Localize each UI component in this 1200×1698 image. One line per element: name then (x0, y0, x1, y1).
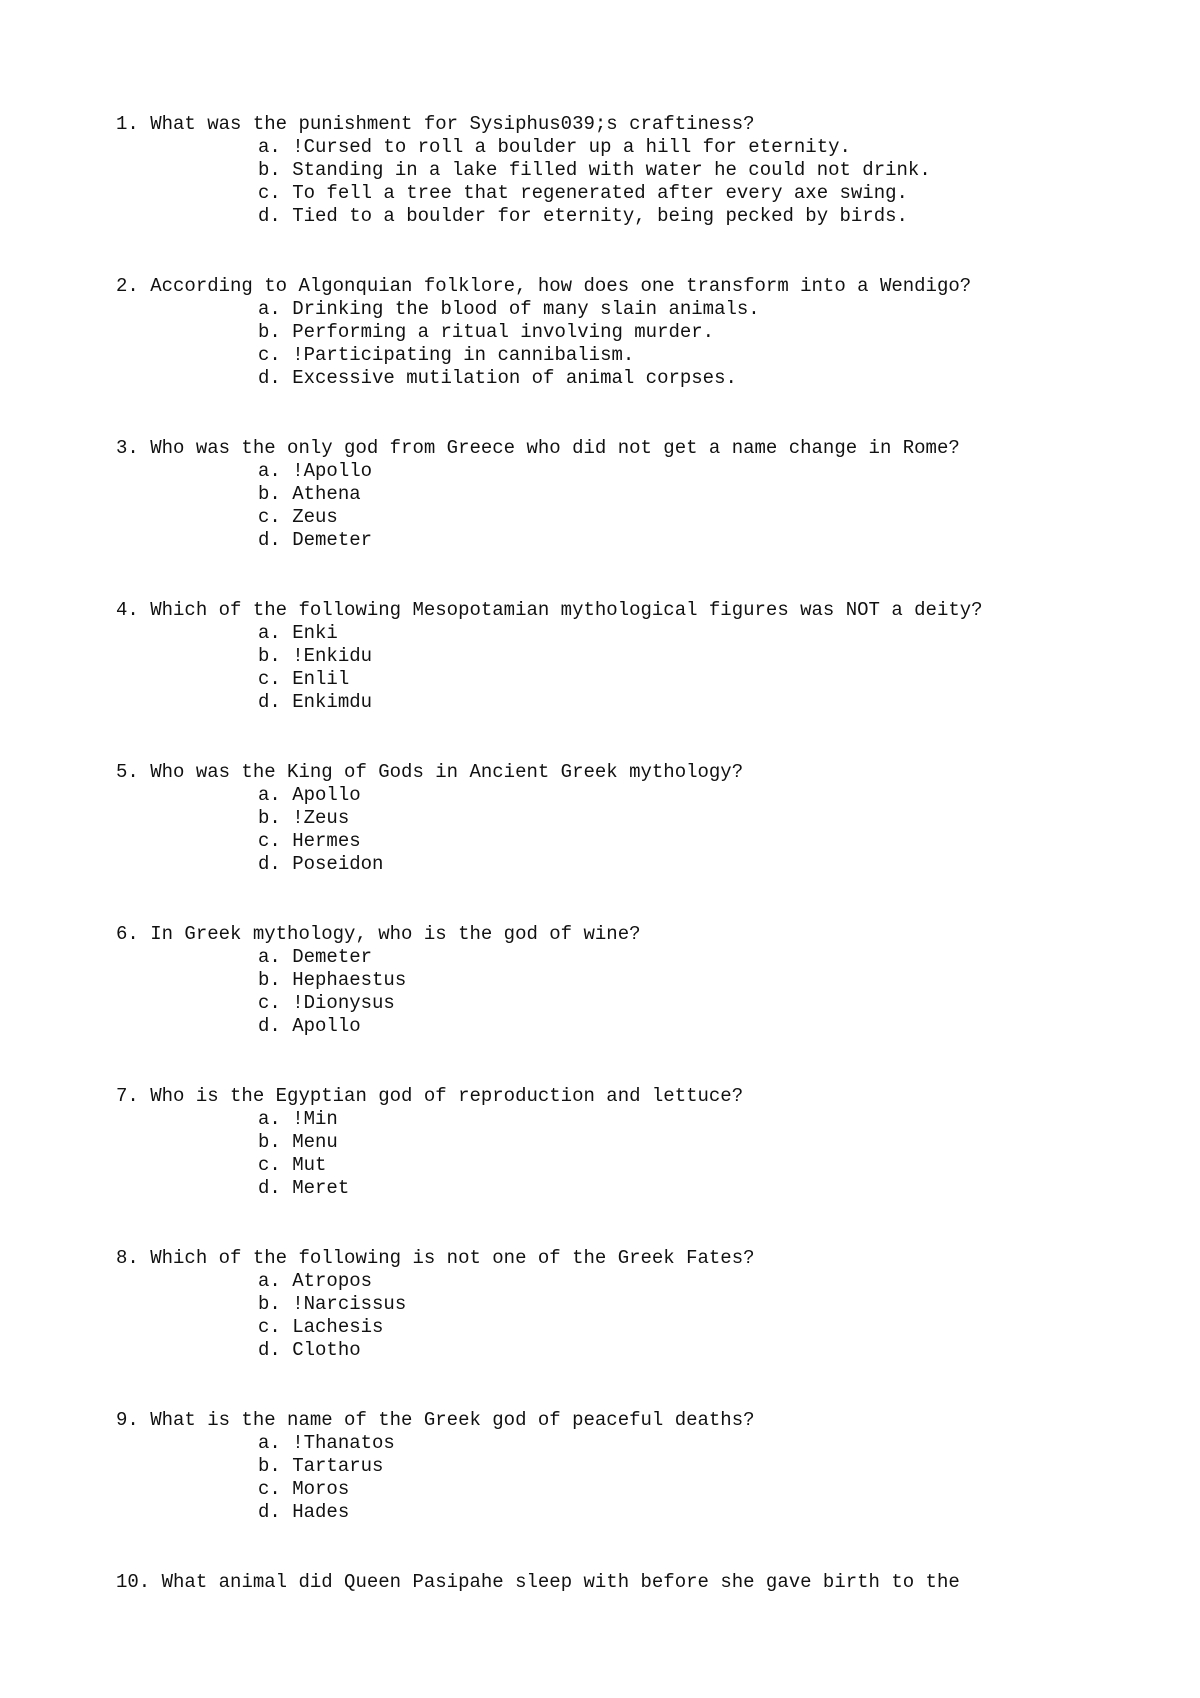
answer-option (258, 853, 1176, 876)
question-text: Which of the following is not one of the Greek Fates? (150, 1246, 755, 1269)
option-letter: d. (258, 367, 281, 390)
option-letter: d. (258, 205, 281, 228)
answer-option (258, 159, 1176, 182)
question-text-line (116, 1409, 1176, 1432)
option-letter: c. (258, 1316, 281, 1339)
answer-option (258, 969, 1176, 992)
option-letter: c. (258, 344, 281, 367)
question-text: According to Algonquian folklore, how does one transform into a Wendigo? (150, 274, 972, 297)
option-text: Menu (292, 1131, 338, 1153)
question-7 (116, 1085, 1176, 1200)
question-8 (116, 1247, 1176, 1362)
option-letter: a. (258, 1269, 281, 1292)
answer-option (258, 1478, 1176, 1501)
question-text-line (116, 275, 1176, 298)
question-3 (116, 437, 1176, 552)
option-letter: b. (258, 321, 281, 344)
answer-options (258, 1108, 1176, 1200)
option-letter: c. (258, 830, 281, 853)
answer-option (258, 1131, 1176, 1154)
option-letter: d. (258, 1177, 281, 1200)
answer-options (258, 622, 1176, 714)
option-letter: a. (258, 1431, 281, 1454)
option-text: Excessive mutilation of animal corpses. (292, 367, 737, 390)
option-text: !Zeus (292, 807, 350, 830)
option-text: Enlil (292, 668, 350, 691)
option-text: Tied to a boulder for eternity, being pecked by birds. (292, 205, 908, 228)
option-text: Performing a ritual involving murder. (292, 321, 715, 344)
answer-option (258, 182, 1176, 205)
answer-option (258, 506, 1176, 529)
answer-option (258, 1432, 1176, 1455)
question-text: Who is the Egyptian god of reproduction and lettuce? (150, 1084, 744, 1107)
question-number: 8. (116, 1246, 139, 1269)
option-letter: a. (258, 945, 281, 968)
option-text: !Dionysus (292, 992, 395, 1015)
question-number: 10. (116, 1570, 151, 1593)
question-text: Who was the only god from Greece who did not get a name change in Rome? (150, 436, 960, 459)
question-number: 2. (116, 274, 139, 297)
option-text: Lachesis (292, 1316, 384, 1339)
option-text: To fell a tree that regenerated after every axe swing. (292, 182, 908, 205)
answer-option (258, 136, 1176, 159)
answer-options (258, 784, 1176, 876)
option-text: Atropos (292, 1269, 373, 1292)
option-letter: c. (258, 668, 281, 691)
option-letter: d. (258, 1015, 281, 1038)
option-letter: a. (258, 622, 281, 644)
option-text: !Narcissus (292, 1292, 407, 1315)
answer-options (258, 1270, 1176, 1362)
option-letter: d. (258, 691, 281, 714)
option-text: !Apollo (292, 460, 373, 483)
answer-option (258, 298, 1176, 321)
option-letter: a. (258, 783, 281, 806)
option-text: Enki (292, 622, 338, 644)
option-text: Moros (292, 1478, 350, 1501)
answer-option (258, 807, 1176, 830)
option-letter: b. (258, 969, 281, 992)
answer-option (258, 205, 1176, 228)
question-text: Who was the King of Gods in Ancient Greek mythology? (150, 760, 744, 783)
option-letter: c. (258, 506, 281, 529)
question-text: What was the punishment for Sysiphus039;s craftiness? (150, 113, 755, 135)
option-letter: b. (258, 807, 281, 830)
question-number: 5. (116, 760, 139, 783)
answer-option (258, 645, 1176, 668)
option-text: Hades (292, 1501, 350, 1524)
option-letter: c. (258, 1478, 281, 1501)
answer-option (258, 1455, 1176, 1478)
question-2 (116, 275, 1176, 390)
question-text: Which of the following Mesopotamian mythological figures was NOT a deity? (150, 598, 983, 621)
option-text: !Enkidu (292, 645, 373, 668)
option-letter: a. (258, 1107, 281, 1130)
answer-options (258, 298, 1176, 390)
question-text-line (116, 923, 1176, 946)
question-5 (116, 761, 1176, 876)
option-text: Apollo (292, 1015, 361, 1038)
option-letter: a. (258, 298, 281, 321)
answer-option (258, 1108, 1176, 1131)
question-number: 4. (116, 598, 139, 621)
option-text: !Participating in cannibalism. (292, 344, 635, 367)
option-text: !Min (292, 1107, 338, 1130)
option-text: Drinking the blood of many slain animals. (292, 298, 760, 321)
option-letter: d. (258, 1501, 281, 1524)
answer-options (258, 946, 1176, 1038)
option-letter: d. (258, 853, 281, 876)
question-text-line (116, 1571, 1176, 1594)
quiz-document (116, 113, 1176, 1640)
option-letter: a. (258, 460, 281, 483)
question-text: What animal did Queen Pasipahe sleep with before she gave birth to the (161, 1570, 960, 1593)
question-4 (116, 599, 1176, 714)
answer-option (258, 1501, 1176, 1524)
answer-option (258, 1177, 1176, 1200)
answer-option (258, 529, 1176, 552)
answer-option (258, 344, 1176, 367)
option-text: Demeter (292, 529, 373, 552)
question-number: 1. (116, 113, 139, 135)
option-text: !Thanatos (292, 1431, 395, 1454)
question-text-line (116, 1085, 1176, 1108)
option-letter: c. (258, 182, 281, 205)
question-text-line (116, 1247, 1176, 1270)
option-text: Enkimdu (292, 691, 373, 714)
answer-option (258, 622, 1176, 645)
option-text: Demeter (292, 945, 373, 968)
answer-option (258, 784, 1176, 807)
option-letter: b. (258, 1292, 281, 1315)
question-text-line (116, 113, 1176, 136)
option-letter: d. (258, 1339, 281, 1362)
answer-option (258, 460, 1176, 483)
question-10 (116, 1571, 1176, 1594)
answer-option (258, 321, 1176, 344)
option-letter: b. (258, 645, 281, 668)
answer-option (258, 1154, 1176, 1177)
option-text: !Cursed to roll a boulder up a hill for eternity. (292, 136, 851, 159)
answer-option (258, 1293, 1176, 1316)
option-text: Mut (292, 1154, 327, 1177)
question-text-line (116, 437, 1176, 460)
question-number: 3. (116, 436, 139, 459)
answer-option (258, 992, 1176, 1015)
option-letter: b. (258, 1131, 281, 1153)
answer-option (258, 946, 1176, 969)
option-text: Clotho (292, 1339, 361, 1362)
option-letter: b. (258, 159, 281, 182)
option-text: Apollo (292, 783, 361, 806)
option-letter: b. (258, 483, 281, 506)
option-text: Zeus (292, 506, 338, 529)
option-text: Poseidon (292, 853, 384, 876)
option-text: Hephaestus (292, 969, 407, 992)
question-number: 6. (116, 922, 139, 945)
question-number: 9. (116, 1408, 139, 1431)
option-text: Tartarus (292, 1454, 384, 1477)
option-text: Hermes (292, 830, 361, 853)
option-letter: a. (258, 136, 281, 159)
question-text-line (116, 761, 1176, 784)
answer-options (258, 1432, 1176, 1524)
option-text: Athena (292, 483, 361, 506)
answer-options (258, 460, 1176, 552)
answer-option (258, 668, 1176, 691)
answer-option (258, 1316, 1176, 1339)
question-6 (116, 923, 1176, 1038)
answer-option (258, 1270, 1176, 1293)
question-text: In Greek mythology, who is the god of wine? (150, 922, 641, 945)
question-text-line (116, 599, 1176, 622)
answer-options (258, 136, 1176, 228)
question-1 (116, 113, 1176, 228)
question-number: 7. (116, 1084, 139, 1107)
option-letter: b. (258, 1454, 281, 1477)
answer-option (258, 367, 1176, 390)
answer-option (258, 1339, 1176, 1362)
option-text: Standing in a lake filled with water he could not drink. (292, 159, 931, 182)
option-text: Meret (292, 1177, 350, 1200)
answer-option (258, 830, 1176, 853)
option-letter: c. (258, 992, 281, 1015)
option-letter: d. (258, 529, 281, 552)
question-9 (116, 1409, 1176, 1524)
answer-option (258, 1015, 1176, 1038)
answer-option (258, 483, 1176, 506)
option-letter: c. (258, 1154, 281, 1177)
question-text: What is the name of the Greek god of peaceful deaths? (150, 1408, 755, 1431)
answer-option (258, 691, 1176, 714)
